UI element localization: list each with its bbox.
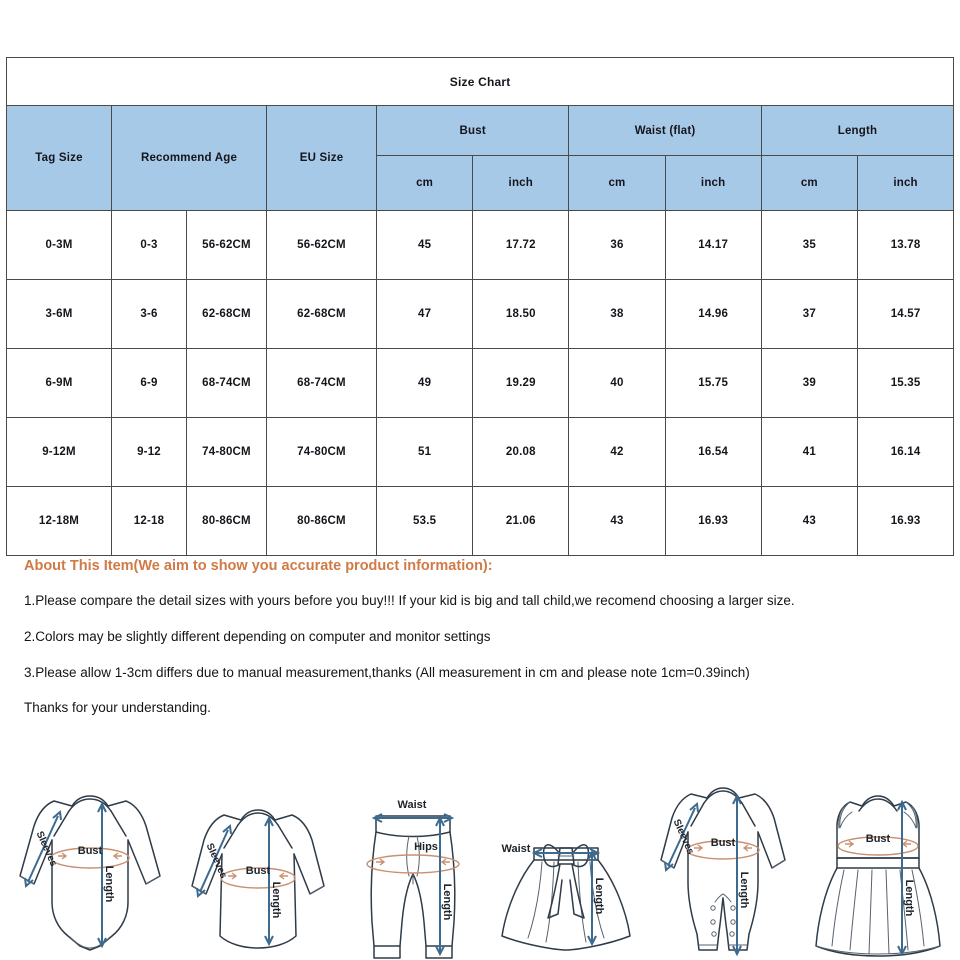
header-length-inch: inch — [857, 156, 953, 211]
about-this-item-section — [24, 558, 942, 718]
cell-bust-cm: 45 — [377, 211, 473, 280]
top-outline — [192, 810, 324, 948]
cell-length-cm: 37 — [761, 280, 857, 349]
cell-bust-cm: 51 — [377, 418, 473, 487]
label-bust: Bust — [245, 865, 271, 877]
table-row — [7, 211, 954, 280]
diagram-footed-romper — [657, 782, 789, 960]
hips-arrow-ellipse — [367, 855, 459, 873]
cell-age: 6-9 — [112, 349, 187, 418]
header-waist-inch: inch — [665, 156, 761, 211]
cell-length-cm: 41 — [761, 418, 857, 487]
label-hips: Hips — [413, 841, 438, 853]
header-waist-cm: cm — [569, 156, 665, 211]
header-tag-size: Tag Size — [7, 106, 112, 211]
note-line-3: 3.Please allow 1-3cm differs due to manual measurement,thanks (All measurement in cm and please note 1cm=0.39inch) — [24, 664, 750, 680]
label-sleeves: Sleeves — [670, 817, 697, 857]
cell-waist-cm: 40 — [569, 349, 665, 418]
header-length: Length — [761, 106, 953, 156]
bodysuit-outline — [20, 796, 160, 950]
header-bust: Bust — [377, 106, 569, 156]
cell-bust-cm: 47 — [377, 280, 473, 349]
cell-length-cm: 43 — [761, 487, 857, 556]
cell-length-inch: 15.35 — [857, 349, 953, 418]
header-waist: Waist (flat) — [569, 106, 761, 156]
diagram-long-sleeve-top — [187, 800, 329, 960]
cell-age-cm: 56-62CM — [187, 211, 267, 280]
title-row — [7, 58, 954, 106]
page-title: Size Chart — [7, 58, 954, 106]
size-chart-table-container — [6, 57, 952, 556]
cell-age-cm: 80-86CM — [187, 487, 267, 556]
cell-length-inch: 14.57 — [857, 280, 953, 349]
diagram-long-sleeve-bodysuit — [14, 784, 166, 960]
table-row — [7, 280, 954, 349]
note-line-2: 2.Colors may be slightly different depending on computer and monitor settings — [24, 628, 491, 644]
cell-bust-inch: 21.06 — [473, 487, 569, 556]
length-arrow — [898, 802, 906, 954]
header-length-cm: cm — [761, 156, 857, 211]
label-length: Length — [593, 877, 606, 915]
cell-waist-cm: 42 — [569, 418, 665, 487]
cell-waist-cm: 38 — [569, 280, 665, 349]
cell-bust-inch: 17.72 — [473, 211, 569, 280]
cell-waist-cm: 36 — [569, 211, 665, 280]
cell-eu-size: 62-68CM — [267, 280, 377, 349]
diagram-tutu-skirt — [496, 818, 636, 960]
size-chart-table — [6, 57, 954, 556]
table-row — [7, 418, 954, 487]
header-recommend-age: Recommend Age — [112, 106, 267, 211]
cell-bust-inch: 18.50 — [473, 280, 569, 349]
note-line-4: Thanks for your understanding. — [24, 700, 211, 716]
cell-age-cm: 74-80CM — [187, 418, 267, 487]
diagram-flutter-sleeve-dress — [810, 788, 946, 960]
label-waist: Waist — [397, 799, 427, 811]
cell-age: 9-12 — [112, 418, 187, 487]
cell-bust-inch: 19.29 — [473, 349, 569, 418]
label-waist: Waist — [501, 843, 531, 855]
label-sleeves: Sleeves — [33, 829, 59, 869]
size-chart-header — [7, 58, 954, 211]
label-length: Length — [269, 881, 282, 919]
cell-waist-inch: 15.75 — [665, 349, 761, 418]
header-bust-cm: cm — [377, 156, 473, 211]
cell-tag-size: 3-6M — [7, 280, 112, 349]
cell-tag-size: 12-18M — [7, 487, 112, 556]
dress-outline — [816, 796, 940, 956]
label-bust: Bust — [710, 837, 736, 849]
cell-waist-cm: 43 — [569, 487, 665, 556]
cell-length-cm: 39 — [761, 349, 857, 418]
cell-waist-inch: 14.17 — [665, 211, 761, 280]
cell-bust-cm: 49 — [377, 349, 473, 418]
cell-age-cm: 68-74CM — [187, 349, 267, 418]
header-eu-size: EU Size — [267, 106, 377, 211]
cell-bust-inch: 20.08 — [473, 418, 569, 487]
bow-shape — [544, 845, 589, 918]
cell-length-inch: 16.93 — [857, 487, 953, 556]
table-row — [7, 349, 954, 418]
cell-length-inch: 16.14 — [857, 418, 953, 487]
cell-eu-size: 80-86CM — [267, 487, 377, 556]
cell-tag-size: 9-12M — [7, 418, 112, 487]
romper-outline — [661, 788, 785, 950]
cell-waist-inch: 16.93 — [665, 487, 761, 556]
cell-age: 12-18 — [112, 487, 187, 556]
label-sleeves: Sleeves — [203, 841, 229, 881]
cell-eu-size: 74-80CM — [267, 418, 377, 487]
label-bust: Bust — [77, 845, 103, 857]
header-bust-inch: inch — [473, 156, 569, 211]
label-length: Length — [440, 883, 453, 921]
cell-tag-size: 6-9M — [7, 349, 112, 418]
cell-age: 3-6 — [112, 280, 187, 349]
note-line-1: 1.Please compare the detail sizes with yours before you buy!!! If your kid is big and tall child,we recomend choosing a larger size. — [24, 593, 795, 609]
table-row — [7, 487, 954, 556]
about-this-item-heading: About This Item(We aim to show you accurate product information): — [24, 558, 493, 574]
size-chart-body — [7, 211, 954, 556]
header-group-row — [7, 106, 954, 156]
label-length: Length — [738, 871, 751, 909]
cell-eu-size: 68-74CM — [267, 349, 377, 418]
measurement-diagrams — [0, 772, 960, 960]
cell-age-cm: 62-68CM — [187, 280, 267, 349]
cell-length-cm: 35 — [761, 211, 857, 280]
label-length: Length — [902, 879, 915, 917]
label-bust: Bust — [865, 833, 891, 845]
diagram-pants — [350, 788, 476, 960]
cell-bust-cm: 53.5 — [377, 487, 473, 556]
label-length: Length — [103, 865, 115, 903]
cell-age: 0-3 — [112, 211, 187, 280]
cell-length-inch: 13.78 — [857, 211, 953, 280]
cell-waist-inch: 16.54 — [665, 418, 761, 487]
cell-waist-inch: 14.96 — [665, 280, 761, 349]
cell-eu-size: 56-62CM — [267, 211, 377, 280]
cell-tag-size: 0-3M — [7, 211, 112, 280]
